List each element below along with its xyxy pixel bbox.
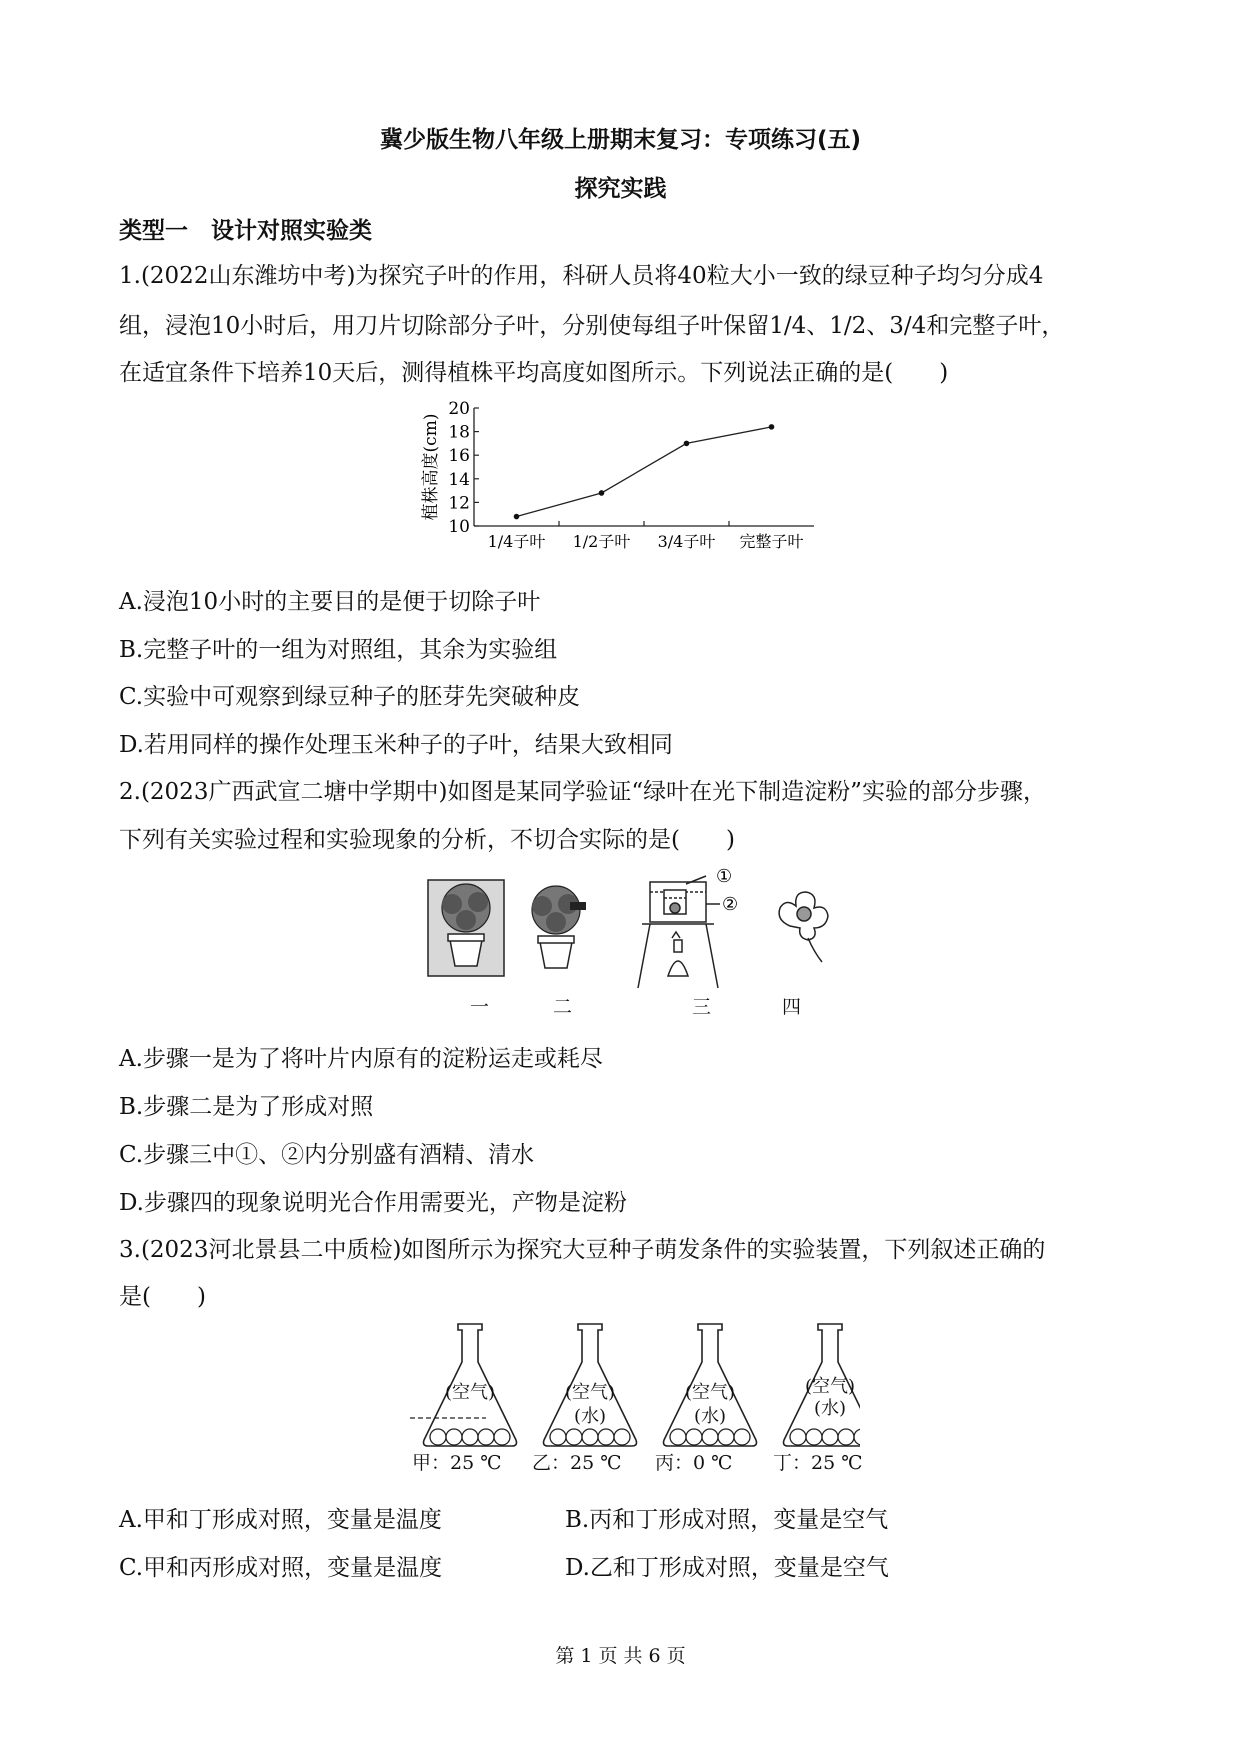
q3-option-c[interactable]: C.甲和丙形成对照，变量是温度 xyxy=(119,1555,443,1581)
flask-label-bing: 丙：0 ℃ xyxy=(655,1452,733,1474)
y-tick-label-18: 18 xyxy=(448,422,470,443)
y-tick-label-14: 14 xyxy=(448,469,470,490)
section-heading: 类型一 设计对照实验类 xyxy=(119,218,372,244)
y-tick-label-16: 16 xyxy=(448,446,470,467)
step-label-3: 三 xyxy=(692,996,712,1018)
data-point-2 xyxy=(684,441,690,447)
starch-experiment-figure xyxy=(420,868,840,1008)
x-tick-label-3: 完整子叶 xyxy=(739,532,804,551)
data-point-0 xyxy=(514,514,520,520)
y-tick-label-12: 12 xyxy=(448,493,470,514)
flask-label-yi: 乙：25 ℃ xyxy=(532,1452,622,1474)
plant-height-chart xyxy=(410,398,830,558)
callout-1: ① xyxy=(716,868,733,887)
flask-ding-water: (水) xyxy=(813,1398,847,1419)
q3-line-2: 是( ) xyxy=(119,1284,206,1310)
step-label-2: 二 xyxy=(553,996,573,1018)
q2-option-a[interactable]: A.步骤一是为了将叶片内原有的淀粉运走或耗尽 xyxy=(119,1046,603,1072)
flask-yi-air: (空气) xyxy=(564,1382,616,1403)
flask-label-jia: 甲：25 ℃ xyxy=(412,1452,502,1474)
q1-option-d[interactable]: D.若用同样的操作处理玉米种子的子叶，结果大致相同 xyxy=(119,732,673,758)
step1-dark-plant-icon xyxy=(428,880,504,976)
q1-line-2: 组，浸泡10小时后，用刀片切除部分子叶，分别使每组子叶保留1/4、1/2、3/4和完整子叶， xyxy=(119,313,1065,339)
q3-option-b[interactable]: B.丙和丁形成对照，变量是空气 xyxy=(565,1507,889,1533)
q1-option-c[interactable]: C.实验中可观察到绿豆种子的胚芽先突破种皮 xyxy=(119,684,581,710)
q3-option-d[interactable]: D.乙和丁形成对照，变量是空气 xyxy=(565,1555,889,1581)
q2-option-d[interactable]: D.步骤四的现象说明光合作用需要光，产物是淀粉 xyxy=(119,1190,627,1216)
q1-option-b[interactable]: B.完整子叶的一组为对照组，其余为实验组 xyxy=(119,637,558,663)
q1-line-3: 在适宜条件下培养10天后，测得植株平均高度如图所示。下列说法正确的是( ) xyxy=(119,360,949,386)
flask-label-ding: 丁：25 ℃ xyxy=(773,1452,863,1474)
data-point-3 xyxy=(769,424,775,430)
q1-line-1: 1.(2022山东潍坊中考)为探究子叶的作用，科研人员将40粒大小一致的绿豆种子均匀分成4 xyxy=(119,263,1044,289)
page-subtitle: 探究实践 xyxy=(574,176,667,202)
y-tick-label-10: 10 xyxy=(448,517,470,537)
callout-2: ② xyxy=(722,894,739,915)
step-label-4: 四 xyxy=(782,996,802,1018)
x-tick-label-0: 1/4子叶 xyxy=(487,532,546,551)
x-tick-label-2: 3/4子叶 xyxy=(657,532,716,551)
q3-option-a[interactable]: A.甲和丁形成对照，变量是温度 xyxy=(119,1507,442,1533)
x-tick-label-1: 1/2子叶 xyxy=(572,532,631,551)
q2-line-1: 2.(2023广西武宣二塘中学期中)如图是某同学验证“绿叶在光下制造淀粉”实验的部分步骤， xyxy=(119,779,1046,805)
flask-ding-air: (空气) xyxy=(804,1376,856,1397)
page-footer: 第 1 页 共 6 页 xyxy=(555,1645,686,1667)
step-label-1: 一 xyxy=(470,996,490,1018)
q3-line-1: 3.(2023河北景县二中质检)如图所示为探究大豆种子萌发条件的实验装置，下列叙述正确的 xyxy=(119,1237,1046,1263)
y-tick-label-20: 20 xyxy=(448,399,470,419)
series-line xyxy=(517,427,772,517)
flask-bing-air: (空气) xyxy=(684,1382,736,1403)
q2-option-c[interactable]: C.步骤三中①、②内分别盛有酒精、清水 xyxy=(119,1142,535,1168)
step2-covered-leaf-plant-icon xyxy=(532,886,586,968)
q1-option-a[interactable]: A.浸泡10小时的主要目的是便于切除子叶 xyxy=(119,589,541,615)
flask-bing-water: (水) xyxy=(693,1406,727,1427)
y-axis-label: 植株高度(cm) xyxy=(421,413,441,521)
flask-jia-air: (空气) xyxy=(444,1382,496,1403)
step4-leaf-icon xyxy=(779,892,828,962)
q2-option-b[interactable]: B.步骤二是为了形成对照 xyxy=(119,1094,374,1120)
flask-yi-water: (水) xyxy=(573,1406,607,1427)
step3-water-bath-icon xyxy=(638,876,720,988)
q2-line-2: 下列有关实验过程和实验现象的分析，不切合实际的是( ) xyxy=(119,827,735,853)
data-point-1 xyxy=(599,490,605,496)
page-title: 冀少版生物八年级上册期末复习：专项练习(五) xyxy=(379,127,862,153)
